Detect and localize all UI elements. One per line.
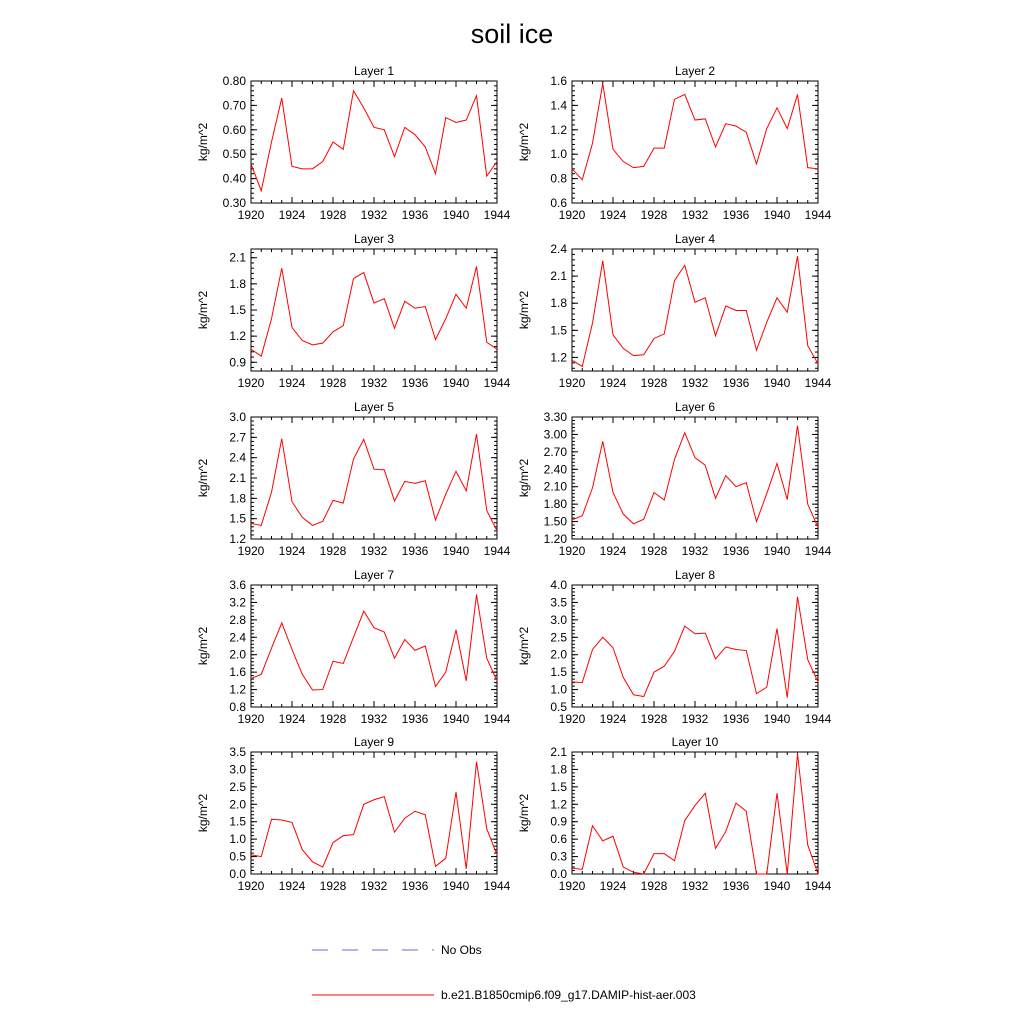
y-tick-label: 3.6: [229, 578, 246, 592]
x-tick-label: 1940: [763, 376, 791, 390]
y-tick-label: 1.2: [229, 532, 246, 546]
x-tick-label: 1924: [599, 544, 627, 558]
x-tick-label: 1920: [237, 712, 265, 726]
y-tick-label: 1.2: [229, 682, 246, 697]
y-tick-label: 2.1: [229, 471, 246, 485]
y-tick-label: 0.50: [222, 147, 246, 162]
y-tick-label: 1.50: [543, 514, 567, 529]
y-tick-label: 0.3: [550, 849, 567, 864]
x-tick-label: 1940: [442, 879, 470, 893]
y-tick-label: 2.7: [229, 430, 246, 445]
y-tick-label: 1.5: [229, 511, 246, 526]
series-line: [572, 426, 818, 528]
panel-title: Layer 5: [353, 400, 395, 414]
x-tick-label: 1932: [360, 879, 388, 893]
x-tick-label: 1928: [640, 879, 668, 893]
y-tick-label: 0.8: [229, 700, 246, 714]
x-tick-label: 1936: [722, 376, 750, 390]
x-tick-label: 1944: [804, 879, 832, 893]
series-line: [572, 83, 818, 179]
panel-8: [517, 568, 832, 726]
x-tick-label: 1944: [483, 712, 511, 726]
x-tick-label: 1936: [722, 712, 750, 726]
x-tick-label: 1940: [763, 544, 791, 558]
x-tick-label: 1928: [640, 208, 668, 222]
series-line: [572, 754, 818, 874]
panel-title: Layer 4: [674, 232, 716, 246]
y-tick-label: 0.8: [550, 171, 567, 186]
panel-title: Layer 6: [674, 400, 716, 414]
series-line: [572, 597, 818, 698]
x-tick-label: 1936: [401, 544, 429, 558]
x-tick-label: 1936: [401, 712, 429, 726]
y-axis-label: kg/m^2: [196, 458, 210, 498]
x-tick-label: 1932: [681, 712, 709, 726]
y-tick-label: 2.4: [229, 450, 246, 465]
series-line: [251, 762, 497, 869]
y-axis-label: kg/m^2: [196, 122, 210, 162]
x-tick-label: 1940: [442, 544, 470, 558]
y-axis-label: kg/m^2: [196, 290, 210, 330]
x-tick-label: 1928: [640, 712, 668, 726]
y-tick-label: 3.0: [550, 612, 567, 627]
x-tick-label: 1928: [640, 376, 668, 390]
y-tick-label: 0.40: [222, 171, 246, 186]
y-tick-label: 3.5: [229, 745, 246, 759]
x-tick-label: 1920: [558, 879, 586, 893]
y-tick-label: 1.6: [550, 74, 567, 88]
x-tick-label: 1928: [319, 376, 347, 390]
y-tick-label: 1.8: [229, 276, 246, 291]
y-tick-label: 2.5: [229, 779, 246, 794]
x-tick-label: 1944: [804, 712, 832, 726]
x-tick-label: 1936: [722, 208, 750, 222]
legend-model-label: b.e21.B1850cmip6.f09_g17.DAMIP-hist-aer.003: [441, 988, 696, 1002]
panel-title: Layer 10: [671, 735, 719, 749]
series-line: [251, 266, 497, 356]
x-tick-label: 1924: [599, 208, 627, 222]
panel-title: Layer 2: [674, 64, 716, 78]
y-tick-label: 0.9: [550, 814, 567, 829]
y-tick-label: 2.8: [229, 612, 246, 627]
panel-frame: [572, 81, 818, 203]
x-tick-label: 1932: [360, 376, 388, 390]
panel-title: Layer 1: [353, 64, 395, 78]
panel-title: Layer 7: [353, 568, 395, 582]
panel-2: [517, 64, 832, 222]
x-tick-label: 1920: [558, 712, 586, 726]
panel-9: [196, 735, 511, 893]
x-tick-label: 1920: [237, 208, 265, 222]
y-tick-label: 3.5: [550, 595, 567, 610]
y-tick-label: 1.2: [550, 350, 567, 365]
y-tick-label: 1.0: [550, 147, 567, 162]
x-tick-label: 1932: [681, 208, 709, 222]
x-tick-label: 1944: [483, 376, 511, 390]
y-tick-label: 0.6: [550, 196, 567, 210]
y-tick-label: 1.2: [550, 122, 567, 137]
x-tick-label: 1928: [319, 879, 347, 893]
y-tick-label: 2.1: [550, 745, 567, 759]
x-tick-label: 1924: [599, 712, 627, 726]
y-tick-label: 2.1: [229, 250, 246, 265]
x-tick-label: 1920: [558, 544, 586, 558]
y-tick-label: 0.80: [222, 74, 246, 88]
y-tick-label: 3.2: [229, 595, 246, 610]
x-tick-label: 1944: [804, 208, 832, 222]
x-tick-label: 1924: [278, 544, 306, 558]
x-tick-label: 1940: [763, 712, 791, 726]
y-tick-label: 2.70: [543, 444, 567, 459]
y-tick-label: 0.9: [229, 355, 246, 370]
x-tick-label: 1924: [599, 879, 627, 893]
x-tick-label: 1924: [599, 376, 627, 390]
x-tick-label: 1924: [278, 712, 306, 726]
panel-frame: [572, 249, 818, 371]
x-tick-label: 1920: [237, 879, 265, 893]
y-tick-label: 0.5: [229, 849, 246, 864]
y-tick-label: 0.60: [222, 122, 246, 137]
y-tick-label: 2.4: [229, 630, 246, 645]
x-tick-label: 1936: [401, 208, 429, 222]
y-tick-label: 1.2: [550, 797, 567, 812]
panel-4: [517, 232, 832, 390]
x-tick-label: 1920: [237, 544, 265, 558]
x-tick-label: 1928: [319, 712, 347, 726]
figure-title: soil ice: [470, 19, 554, 49]
panel-6: [517, 400, 832, 558]
x-tick-label: 1944: [483, 208, 511, 222]
x-tick-label: 1936: [401, 879, 429, 893]
y-tick-label: 2.40: [543, 462, 567, 477]
y-tick-label: 1.20: [543, 532, 567, 546]
y-tick-label: 0.6: [550, 832, 567, 847]
x-tick-label: 1936: [722, 879, 750, 893]
x-tick-label: 1932: [360, 712, 388, 726]
x-tick-label: 1932: [681, 376, 709, 390]
y-tick-label: 1.0: [229, 832, 246, 847]
panel-10: [517, 735, 832, 893]
y-tick-label: 1.5: [550, 779, 567, 794]
x-tick-label: 1944: [483, 879, 511, 893]
y-tick-label: 1.8: [550, 296, 567, 311]
panel-7: [196, 568, 511, 726]
x-tick-label: 1932: [360, 544, 388, 558]
x-tick-label: 1940: [763, 208, 791, 222]
x-tick-label: 1928: [319, 544, 347, 558]
x-tick-label: 1940: [442, 376, 470, 390]
y-tick-label: 2.0: [229, 797, 246, 812]
y-tick-label: 2.0: [229, 647, 246, 662]
y-axis-label: kg/m^2: [517, 626, 531, 666]
y-tick-label: 1.5: [229, 303, 246, 317]
y-tick-label: 1.8: [229, 491, 246, 506]
series-line: [572, 256, 818, 366]
y-tick-label: 2.0: [550, 647, 567, 662]
y-tick-label: 1.6: [229, 665, 246, 680]
panel-frame: [251, 585, 497, 707]
y-tick-label: 1.8: [550, 762, 567, 777]
y-tick-label: 0.0: [229, 867, 246, 881]
panel-title: Layer 3: [353, 232, 395, 246]
panels-group: [196, 64, 832, 893]
y-tick-label: 3.0: [229, 410, 246, 424]
series-line: [251, 595, 497, 690]
series-line: [251, 434, 497, 531]
y-axis-label: kg/m^2: [517, 793, 531, 833]
y-axis-label: kg/m^2: [196, 793, 210, 833]
panel-3: [196, 232, 511, 390]
legend: [312, 943, 696, 1002]
y-tick-label: 3.0: [229, 762, 246, 777]
x-tick-label: 1920: [558, 376, 586, 390]
panel-title: Layer 8: [674, 568, 716, 582]
x-tick-label: 1924: [278, 879, 306, 893]
y-tick-label: 0.70: [222, 98, 246, 113]
y-tick-label: 2.4: [550, 242, 567, 256]
panel-title: Layer 9: [353, 735, 395, 749]
y-tick-label: 0.30: [222, 196, 246, 210]
x-tick-label: 1920: [558, 208, 586, 222]
x-tick-label: 1928: [319, 208, 347, 222]
panel-frame: [251, 249, 497, 371]
x-tick-label: 1940: [763, 879, 791, 893]
y-axis-label: kg/m^2: [517, 290, 531, 330]
y-tick-label: 1.5: [550, 323, 567, 338]
y-tick-label: 1.0: [550, 682, 567, 697]
panel-frame: [572, 752, 818, 874]
y-tick-label: 1.4: [550, 98, 567, 113]
panel-frame: [572, 585, 818, 707]
x-tick-label: 1932: [681, 879, 709, 893]
x-tick-label: 1924: [278, 208, 306, 222]
x-tick-label: 1944: [804, 376, 832, 390]
y-tick-label: 2.10: [543, 479, 567, 494]
legend-no-obs-label: No Obs: [441, 943, 482, 957]
y-axis-label: kg/m^2: [196, 626, 210, 666]
x-tick-label: 1944: [483, 544, 511, 558]
y-tick-label: 3.30: [543, 410, 567, 424]
x-tick-label: 1920: [237, 376, 265, 390]
y-tick-label: 1.2: [229, 329, 246, 344]
x-tick-label: 1928: [640, 544, 668, 558]
x-tick-label: 1944: [804, 544, 832, 558]
y-tick-label: 1.5: [550, 665, 567, 680]
x-tick-label: 1940: [442, 712, 470, 726]
y-tick-label: 3.00: [543, 427, 567, 442]
panel-frame: [251, 752, 497, 874]
x-tick-label: 1936: [401, 376, 429, 390]
x-tick-label: 1936: [722, 544, 750, 558]
x-tick-label: 1932: [360, 208, 388, 222]
x-tick-label: 1940: [442, 208, 470, 222]
y-axis-label: kg/m^2: [517, 458, 531, 498]
y-tick-label: 0.0: [550, 867, 567, 881]
x-tick-label: 1932: [681, 544, 709, 558]
x-tick-label: 1924: [278, 376, 306, 390]
y-tick-label: 2.5: [550, 630, 567, 645]
y-tick-label: 2.1: [550, 269, 567, 284]
y-tick-label: 0.5: [550, 700, 567, 714]
series-line: [251, 91, 497, 191]
y-axis-label: kg/m^2: [517, 122, 531, 162]
y-tick-label: 4.0: [550, 578, 567, 592]
y-tick-label: 1.5: [229, 814, 246, 829]
panel-5: [196, 400, 511, 558]
panel-1: [196, 64, 511, 222]
y-tick-label: 1.80: [543, 497, 567, 512]
